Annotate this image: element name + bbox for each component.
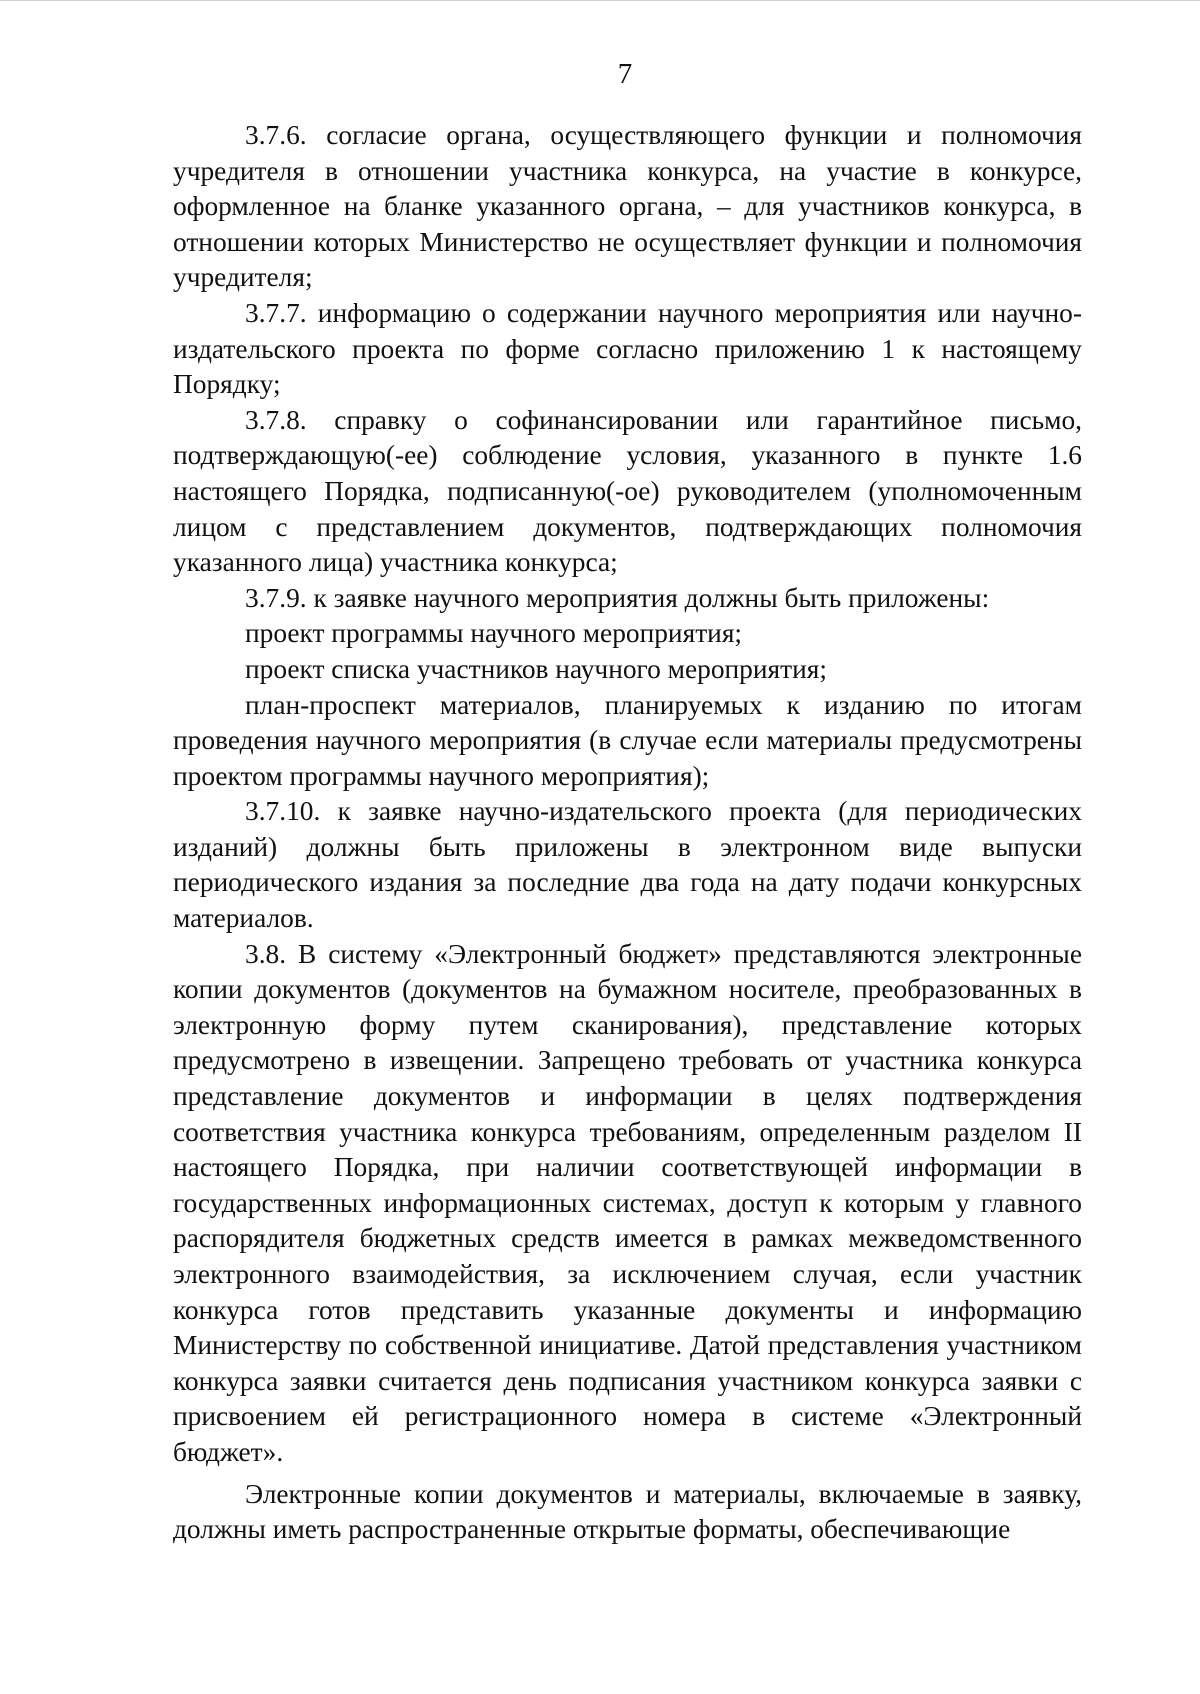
- paragraph-electronic-copies: Электронные копии документов и материалы, включаемые в заявку, должны иметь распространенные открытые форматы, обеспечивающие: [173, 1478, 1082, 1545]
- paragraph-3-7-9: 3.7.9. к заявке научного мероприятия должны быть приложены:: [245, 582, 990, 613]
- list-item-program-draft: проект программы научного мероприятия;: [245, 618, 743, 649]
- page-number: 7: [617, 58, 633, 90]
- document-body: [173, 118, 1082, 1548]
- paragraph-3-8: 3.8. В систему «Электронный бюджет» представляются электронные копии документов (документов на бумажном носителе, преобразованных в электронную форму путем сканирования), представление которых предусмотрено в извещении. Запрещено требовать от участника конкурса представление документов и информации в целях подтверждения соответствия участника конкурса требованиям, определенным разделом II настоящего Порядка, при наличии соответствующей информации в государственных информационных системах, доступ к которым у главного распорядителя бюджетных средств имеется в рамках межведомственного электронного взаимодействия, за исключением случая, если участник конкурса готов представить указанные документы и информацию Министерству по собственной инициативе. Датой представления участником конкурса заявки считается день подписания участником конкурса заявки с присвоением ей регистрационного номера в системе «Электронный бюджет».: [173, 938, 1082, 1467]
- paragraph-3-7-8: 3.7.8. справку о софинансировании или гарантийное письмо, подтверждающую(-ее) соблюдение условия, указанного в пункте 1.6 настоящего Порядка, подписанную(-ое) руководителем (уполномоченным лицом с представлением документов, подтверждающих полномочия указанного лица) участника конкурса;: [173, 404, 1082, 578]
- paragraph-3-7-10: 3.7.10. к заявке научно-издательского проекта (для периодических изданий) должны быть приложены в электронном виде выпуски периодического издания за последние два года на дату подачи конкурсных материалов.: [173, 796, 1082, 934]
- paragraph-3-7-6: 3.7.6. согласие органа, осуществляющего функции и полномочия учредителя в отношении участника конкурса, на участие в конкурсе, оформленное на бланке указанного органа, – для участников конкурса, в отношении которых Министерство не осуществляет функции и полномочия учредителя;: [173, 120, 1082, 293]
- list-item-materials-plan: план-проспект материалов, планируемых к изданию по итогам проведения научного мероприятия (в случае если материалы предусмотрены проектом программы научного мероприятия);: [173, 689, 1082, 791]
- scan-edge: [0, 0, 1200, 1]
- list-item-participants-draft: проект списка участников научного мероприятия;: [245, 653, 827, 684]
- paragraph-3-7-7: 3.7.7. информацию о содержании научного мероприятия или научно-издательского проекта по форме согласно приложению 1 к настоящему Порядку;: [173, 297, 1082, 400]
